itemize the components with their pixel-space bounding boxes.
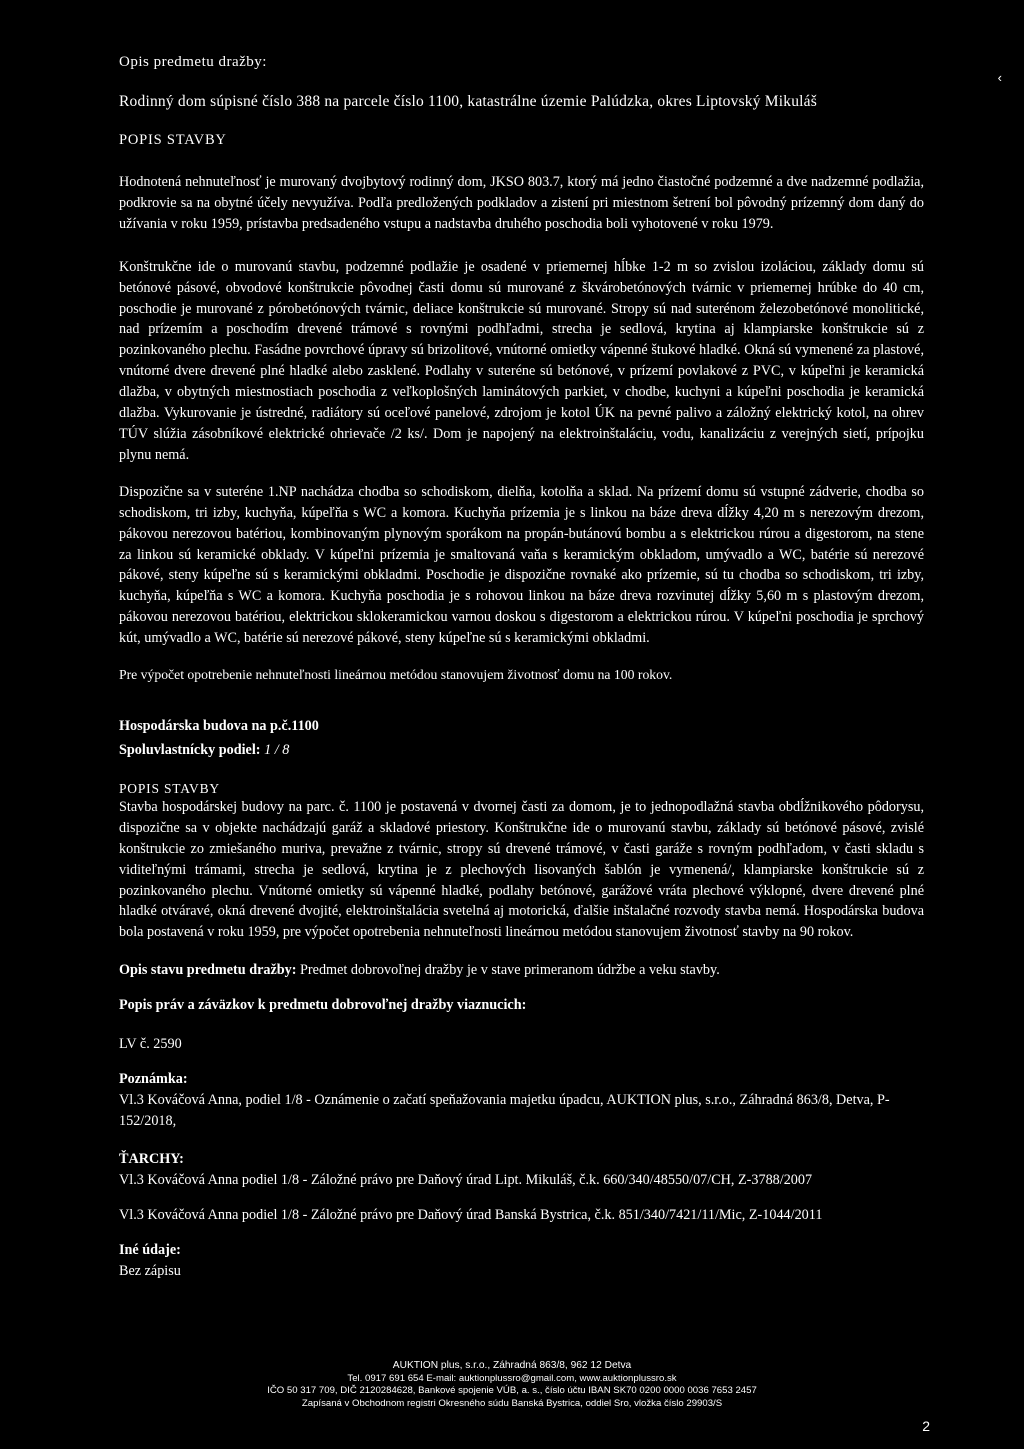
house-description-paragraph: Hodnotená nehnuteľnosť je murovaný dvojbytový rodinný dom, JKSO 803.7, ktorý má jedno čiastočné podzemné a dve nadzemné podlažia, podkrovie sa na obytné účely nevyužíva. Podľa predložených podkladov a zistení pri miestnom šetrení bol pôvodný prízemný dom daný do užívania v roku 1959, prístavba predsadeného vstupu a nadstavba druhého poschodia boli vyhotovené v roku 1979. xyxy=(119,174,924,232)
encumbrance-entry: Vl.3 Kováčová Anna podiel 1/8 - Záložné právo pre Daňový úrad Banská Bystrica, č.k. 851/340/7421/11/Mic, Z-1044/2011 xyxy=(119,1207,823,1224)
document-page xyxy=(119,52,924,1282)
encumbrance-entry: Vl.3 Kováčová Anna podiel 1/8 - Záložné právo pre Daňový úrad Lipt. Mikuláš, č.k. 660/340/48550/07/CH, Z-3788/2007 xyxy=(119,1172,813,1189)
co-ownership-share xyxy=(119,740,924,761)
footer-company-line: AUKTION plus, s.r.o., Záhradná 863/8, 962 12 Detva xyxy=(392,1360,632,1371)
ownership-sheet-number: LV č. 2590 xyxy=(119,1036,182,1053)
other-data-value: Bez zápisu xyxy=(119,1263,181,1280)
other-data-label: Iné údaje: xyxy=(119,1242,181,1259)
house-layout-paragraph: Dispozične sa v suteréne 1.NP nachádza chodba so schodiskom, dielňa, kotolňa a sklad. Na prízemí domu sú vstupné zádverie, chodba so schodiskom, tri izby, kuchyňa, kúpeľňa s WC a komora. Kuchyňa prízemia je s linkou na báze dreva dĺžky 4,20 m s nerezovým drezom, pákovou nerezovou batériou, kombinovaným plynovým sporákom na propán-butánovú bombu a s elektrickou rúrou a digestorom, na stene za linkou sú keramické obklady. V kúpeľni prízemia je smaltovaná vaňa s keramickým obkladom, umývadlo a WC, batérie sú nerezové pákové, steny kúpeľne sú s keramickými obkladmi. Poschodie je dispozične rovnaké ako prízemie, sú tu chodba so schodiskom, tri izby, kuchyňa, kúpeľňa s WC a komora. Kuchyňa poschodia je s rohovou linkou na báze dreva rozvinutej dĺžky 5,60 m s plastovým drezom, pákovou nerezovou batériou, elektrickou sklokeramickou varnou doskou s digestorom a elektrickou rúrou. V kúpeľni poschodia je sprchový kút, umývadlo a WC, batérie sú nerezové pákové, steny kúpeľne sú s keramickými obkladmi. xyxy=(119,483,924,647)
condition-text: Predmet dobrovoľnej dražby je v stave primeranom údržbe a veku stavby. xyxy=(296,962,720,979)
note-entry: Vl.3 Kováčová Anna, podiel 1/8 - Oznámenie o začatí speňažovania majetku úpadcu, AUKTION plus, s.r.o., Záhradná 863/8, Detva, P-152/2018, xyxy=(119,1092,890,1130)
footer-register-line: Zapísaná v Obchodnom registri Okresného súdu Banská Bystrica, oddiel Sro, vložka číslo 29903/S xyxy=(301,1397,723,1409)
co-ownership-share-label: Spoluvlastnícky podiel: xyxy=(119,741,261,758)
footer-registration-line: IČO 50 317 709, DIČ 2120284628, Bankové spojenie VÚB, a. s., číslo účtu IBAN SK70 0200 0000 0036 7653 2457 xyxy=(267,1385,757,1396)
co-ownership-share-value: 1 / 8 xyxy=(264,741,290,758)
farm-building-section-heading: POPIS STAVBY xyxy=(119,780,220,796)
page-number: 2 xyxy=(922,1418,930,1434)
notes-label: Poznámka: xyxy=(119,1071,188,1088)
auction-subject: Rodinný dom súpisné číslo 388 na parcele číslo 1100, katastrálne územie Palúdzka, okres Liptovský Mikuláš xyxy=(119,93,817,110)
encumbrances-label: ŤARCHY: xyxy=(119,1151,184,1168)
condition-statement xyxy=(119,960,924,981)
house-section-heading: POPIS STAVBY xyxy=(119,132,227,148)
corner-mark: ‹ xyxy=(997,70,1002,85)
farm-building-description: Stavba hospodárskej budovy na parc. č. 1100 je postavená v dvornej časti za domom, je to jednopodlažná stavba obdĺžnikového pôdorysu, dispozične sa v objekte nachádzajú garáž a skladové priestory. Konštrukčne ide o murovanú stavbu, základy sú betónové pásové, zvislé konštrukcie zo zmiešaného muriva, prevažne z tvárnic, stropy sú drevené trámové, v časti garáže s rovným podhľadom, v časti skladu s viditeľnými trámami, strecha je sedlová, krytina je z plechových lisovaných šablón je vymenená/, klampiarske konštrukcie sú z pozinkovaného plechu. Vnútorné omietky sú vápenné hladké, podlahy betónové, garážové vráta plechové výklopné, dvere drevené plné hladké otváravé, okná drevené dvojité, elektroinštalácia svetelná aj motorická, ďalšie inštalačné rozvody stavba nemá. Hospodárska budova bola postavená v roku 1959, pre výpočet opotrebenia nehnuteľnosti lineárnou metódou stanovujem životnosť stavby na 90 rokov. xyxy=(119,798,924,941)
company-footer xyxy=(0,1360,1024,1410)
house-construction-paragraph: Konštrukčne ide o murovanú stavbu, podzemné podlažie je osadené v priemernej hĺbke 1-2 m so zvislou izoláciou, základy domu sú betónové pásové, obvodové konštrukcie pôvodnej časti domu sú murované z škvárobetónových tvárnic v priemernej hrúbke do 40 cm, poschodie je murované z pórobetónových tvárnic, deliace konštrukcie sú murované. Stropy sú nad suterénom železobetónové monolitické, nad prízemím a poschodím drevené trámové s rovnými podhľadmi, strecha je sedlová, krytina aj klampiarske konštrukcie sú z pozinkovaného plechu. Fasádne povrchové úpravy sú brizolitové, vnútorné omietky vápenné štukové hladké. Okná sú vymenené za plastové, vnútorné dvere drevené plné hladké alebo zasklené. Podlahy v suteréne sú betónové, v prízemí povlakové z PVC, v kúpeľni je keramická dlažba, v obytných miestnostiach poschodia z veľkoplošných laminátových parkiet, v chodbe, kuchyni a kúpeľni poschodia je keramická dlažba. Vykurovanie je ústredné, radiátory sú oceľové panelové, zdrojom je kotol ÚK na pevné palivo a záložný elektrický kotol, na ohrev TÚV slúžia zásobníkové elektrické ohrievače /2 ks/. Dom je napojený na elektroinštaláciu, vodu, kanalizáciu z verejných sietí, prípojku plynu nemá. xyxy=(119,258,924,463)
condition-label: Opis stavu predmetu dražby: xyxy=(119,962,297,979)
farm-building-title: Hospodárska budova na p.č.1100 xyxy=(119,717,319,734)
house-lifetime-paragraph: Pre výpočet opotrebenie nehnuteľnosti lineárnou metódou stanovujem životnosť domu na 100 rokov. xyxy=(119,667,673,683)
document-title: Opis predmetu dražby: xyxy=(119,54,267,70)
rights-title: Popis práv a záväzkov k predmetu dobrovoľnej dražby viaznucich: xyxy=(119,997,527,1014)
footer-contact-line: Tel. 0917 691 654 E-mail: auktionplussro@gmail.com, www.auktionplussro.sk xyxy=(347,1372,677,1384)
